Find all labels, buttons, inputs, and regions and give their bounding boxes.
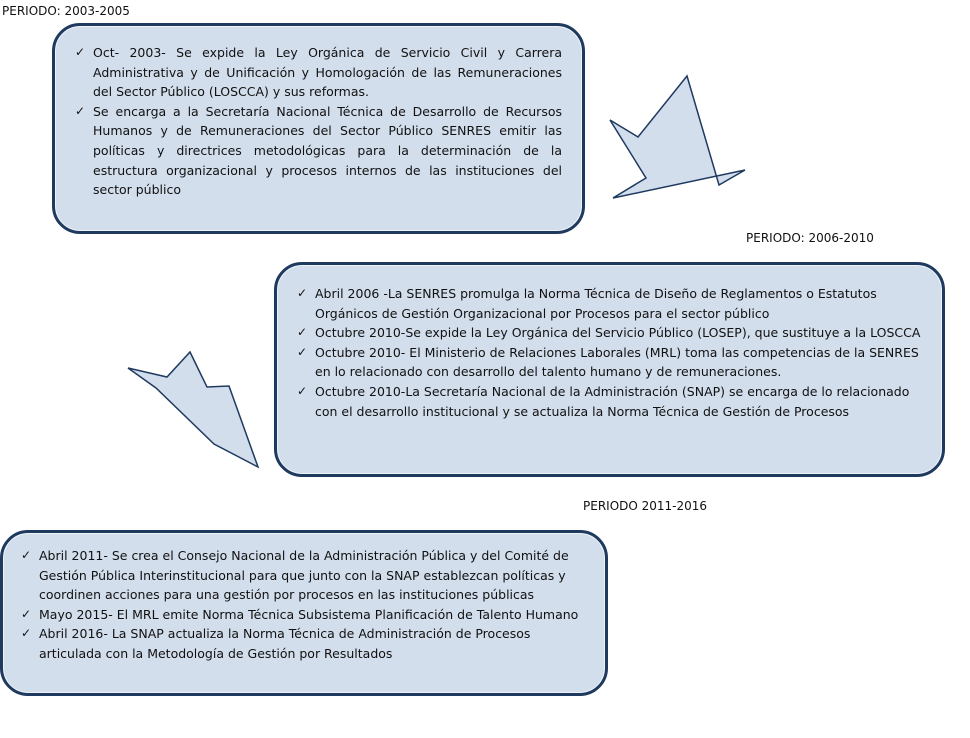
- list-item-text: Oct- 2003- Se expide la Ley Orgánica de Servicio Civil y Carrera Administrativa y de Unificación y Homologación de las Remuneraciones del Sector Público (LOSCCA) y sus reformas.: [93, 45, 562, 100]
- list-item: [297, 323, 922, 343]
- list-item-text: Octubre 2010-La Secretaría Nacional de la Administración (SNAP) se encarga de lo relacionado con el desarrollo institucional y se actualiza la Norma Técnica de Gestión de Procesos: [315, 383, 910, 419]
- arrow-2-outline: [128, 355, 258, 467]
- list-item: [297, 382, 922, 421]
- list-item-text: Octubre 2010- El Ministerio de Relaciones Laborales (MRL) toma las competencias de la SENRES en lo relacionado con desarrollo del talento humano y de remuneraciones.: [315, 344, 919, 380]
- list-item-text: Abril 2011- Se crea el Consejo Nacional de la Administración Pública y del Comité de Gestión Pública Interinstitucional para que junto con la SNAP establezcan políticas y coordinen acciones para una gestión por procesos en las instituciones públicas: [39, 548, 569, 603]
- checkmark-icon: ✓: [21, 606, 32, 621]
- timeline-box-2003-2005: [52, 23, 585, 234]
- timeline-box-2011-2016: [0, 530, 608, 696]
- list-item: [297, 284, 922, 323]
- list-item-text: Mayo 2015- El MRL emite Norma Técnica Subsistema Planificación de Talento Humano: [39, 606, 579, 622]
- list-item-text: Se encarga a la Secretaría Nacional Técnica de Desarrollo de Recursos Humanos y de Remuneraciones del Sector Público SENRES emitir las políticas y directrices metodológicas para la determinación de la estructura organizacional y procesos internos de las instituciones del sector público: [93, 103, 562, 198]
- list-item: [21, 546, 591, 605]
- list-item-text: Abril 2016- La SNAP actualiza la Norma Técnica de Administración de Procesos articulada con la Metodología de Gestión por Resultados: [39, 626, 531, 661]
- list-item: [297, 343, 922, 382]
- arrow-2-shape: [128, 356, 258, 466]
- arrow-1-shape: [610, 76, 745, 198]
- period-label-2011-2016: PERIODO 2011-2016: [583, 499, 708, 513]
- checkmark-icon: ✓: [297, 383, 308, 398]
- checkmark-icon: ✓: [75, 103, 86, 118]
- box3-list: [21, 546, 591, 664]
- box2-list: [297, 284, 922, 421]
- list-item: [75, 102, 562, 200]
- checkmark-icon: ✓: [297, 325, 308, 340]
- checkmark-icon: ✓: [297, 286, 308, 300]
- timeline-box-2006-2010: [274, 262, 945, 477]
- checkmark-icon: ✓: [297, 344, 308, 359]
- list-item: [21, 624, 591, 663]
- checkmark-icon: ✓: [21, 548, 32, 562]
- checkmark-icon: ✓: [21, 626, 32, 641]
- checkmark-icon: ✓: [75, 45, 86, 59]
- list-item-text: Abril 2006 -La SENRES promulga la Norma Técnica de Diseño de Reglamentos o Estatutos Orgánicos de Gestión Organizacional por Procesos para el sector público: [315, 286, 877, 321]
- arrow-2-body: [128, 352, 258, 467]
- list-item-text: Octubre 2010-Se expide la Ley Orgánica del Servicio Público (LOSEP), que sustituye a la LOSCCA: [315, 325, 921, 341]
- period-label-2003-2005: PERIODO: 2003-2005: [2, 4, 130, 18]
- box1-list: [75, 43, 562, 200]
- list-item: [75, 43, 562, 102]
- period-label-2006-2010: PERIODO: 2006-2010: [746, 231, 874, 245]
- list-item: [21, 605, 591, 625]
